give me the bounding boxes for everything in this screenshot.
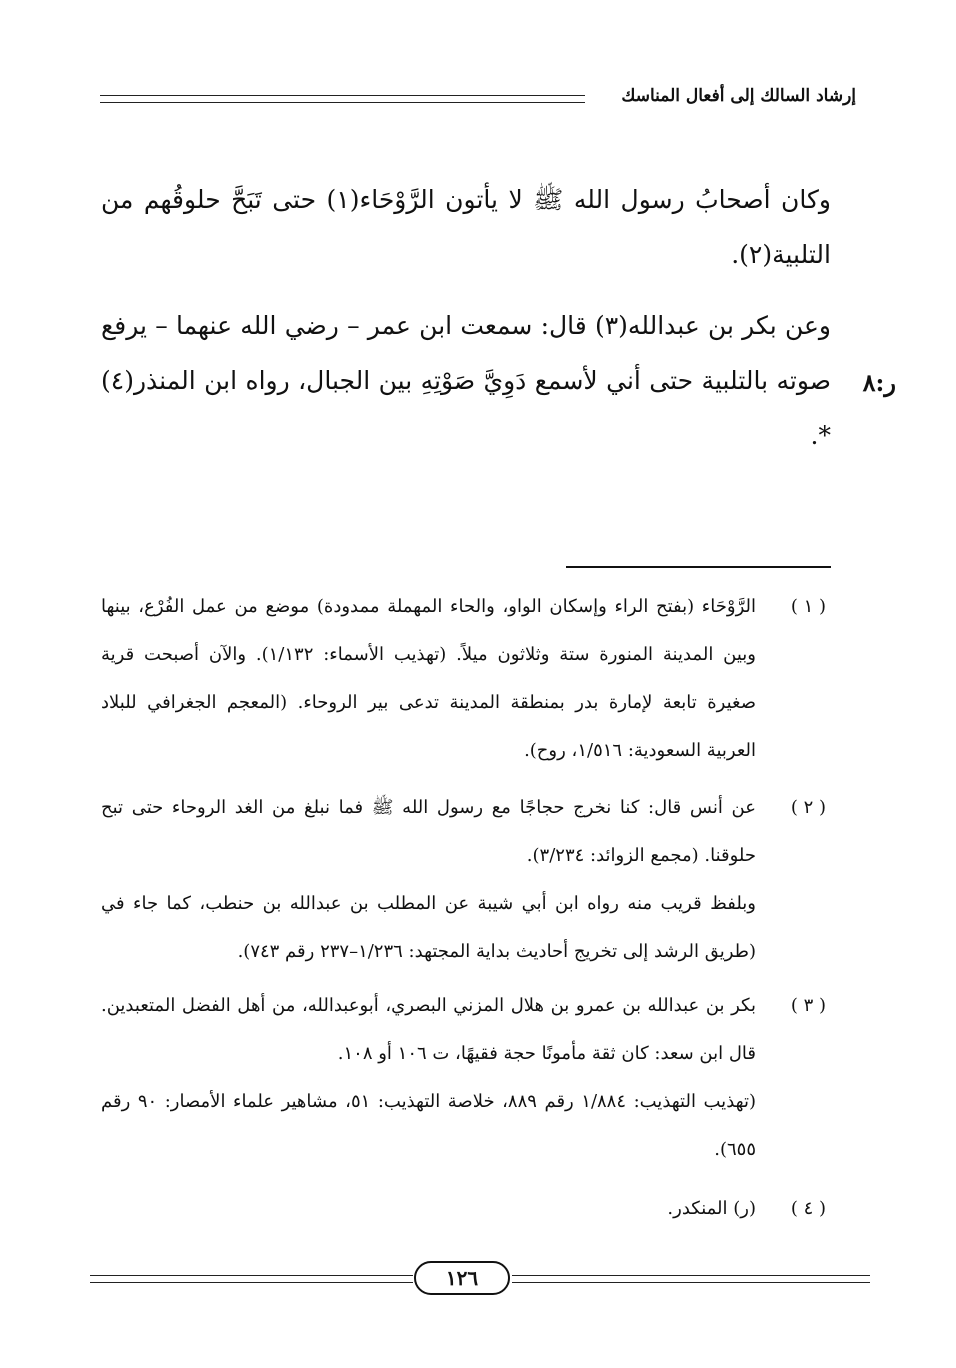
footnote-text: عن أنس قال: كنا نخرج حجاجًا مع رسول الله ﷺ فما نبلغ من الغد الروحاء حتى تبح حلوقنا. (مجمع الزوائد: ٣/٢٣٤). bbox=[101, 797, 756, 866]
running-header-title: إرشاد السالك إلى أفعال المناسك bbox=[621, 86, 856, 106]
footnote-2 bbox=[101, 784, 831, 976]
footnote-text: وبلفظ قريب منه رواه ابن أبي شيبة عن المطلب بن عبدالله بن حنطب، كما جاء في (طريق الرشد إلى تخريج أحاديث بداية المجتهد: ١/٢٣٦–٢٣٧ رقم ٧٤٣). bbox=[101, 893, 756, 962]
footnote-text: الرَّوْحَاء (بفتح الراء وإسكان الواو، والحاء المهملة ممدودة) موضع من عمل الفُرْع، بينها وبين المدينة المنورة ستة وثلاثون ميلاً. (تهذيب الأسماء: ١/١٣٢). والآن أصبحت قرية صغيرة تابعة لإمارة بدر بمنطقة المدينة تدعى بير الروحاء. (المعجم الجغرافي للبلاد العربية السعودية: ١/٥١٦، روح). bbox=[101, 596, 756, 761]
page-number: ١٢٦ bbox=[414, 1261, 510, 1295]
footnote-separator bbox=[566, 566, 831, 568]
footer-rule-right bbox=[512, 1275, 870, 1283]
footnote-3 bbox=[101, 982, 831, 1174]
main-paragraph-2: وعن بكر بن عبدالله(٣) قال: سمعت ابن عمر – رضي الله عنهما – يرفع صوته بالتلبية حتى أني لأسمع دَوِيَّ صَوْتِهِ بين الجبال، رواه ابن المنذر(٤) *. bbox=[101, 311, 831, 450]
footnote-4 bbox=[101, 1185, 831, 1233]
footnote-number: ( ٤ ) bbox=[790, 1198, 827, 1219]
footnote-text: (ر) المنكدر. bbox=[667, 1198, 756, 1219]
footnote-1 bbox=[101, 583, 831, 775]
margin-reference: ر:٨ bbox=[862, 368, 896, 397]
footnote-number: ( ٣ ) bbox=[790, 995, 827, 1016]
footnote-number: ( ٢ ) bbox=[790, 797, 827, 818]
header-divider bbox=[100, 95, 585, 103]
footnote-text: بكر بن عبدالله بن عمرو بن هلال المزني البصري، أبوعبدالله، من أهل الفضل المتعبدين. قال ابن سعد: كان ثقة مأمونًا حجة فقيهًا، ت ١٠٦ أو ١٠٨. bbox=[101, 995, 756, 1064]
footnote-text: (تهذيب التهذيب: ١/٨٨٤ رقم ٨٨٩، خلاصة التهذيب: ٥١، مشاهير علماء الأمصار: ٩٠ رقم ٦٥٥). bbox=[101, 1091, 756, 1160]
footer-rule-left bbox=[90, 1275, 413, 1283]
footnote-number: ( ١ ) bbox=[790, 596, 827, 617]
main-paragraph-1: وكان أصحابُ رسول الله ﷺ لا يأتون الرَّوْحَاء(١) حتى تَبَحَّ حلوقُهم من التلبية(٢). bbox=[101, 185, 831, 269]
